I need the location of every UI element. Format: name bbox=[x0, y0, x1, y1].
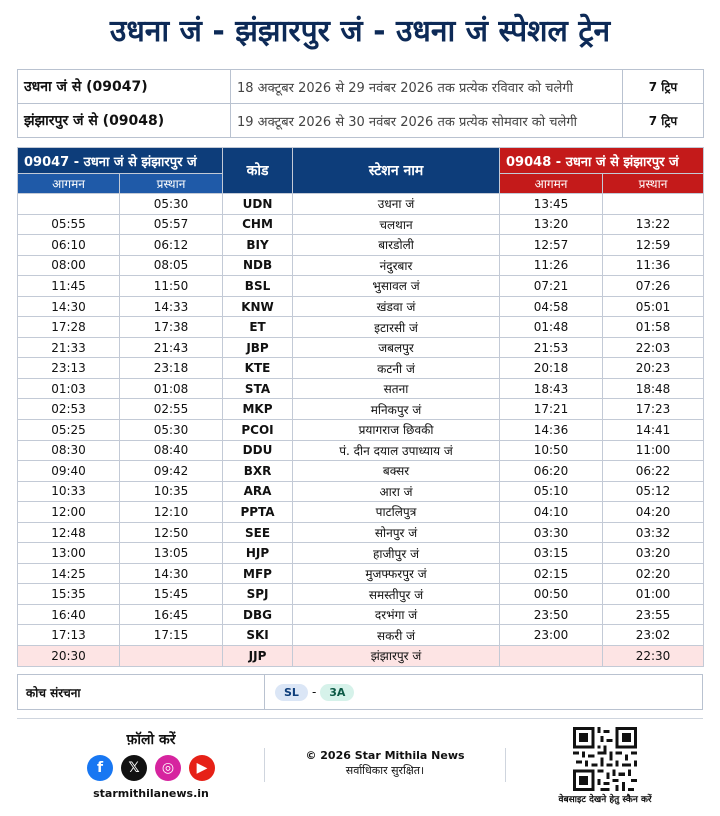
station-code: KTE bbox=[223, 358, 293, 379]
table-row bbox=[18, 194, 704, 215]
departure-09047: 10:35 bbox=[120, 481, 223, 502]
table-row bbox=[18, 276, 704, 297]
arrival-09048: 23:00 bbox=[500, 625, 603, 646]
arrival-09048: 04:58 bbox=[500, 296, 603, 317]
departure-09047: 12:50 bbox=[120, 522, 223, 543]
station-name: आरा जं bbox=[293, 481, 500, 502]
station-name: पाटलिपुत्र bbox=[293, 502, 500, 523]
station-code: SEE bbox=[223, 522, 293, 543]
table-row bbox=[18, 214, 704, 235]
station-name: भुसावल जं bbox=[293, 276, 500, 297]
departure-09048: 17:23 bbox=[603, 399, 704, 420]
station-name: हाजीपुर जं bbox=[293, 543, 500, 564]
station-name: चलथान bbox=[293, 214, 500, 235]
arrival-09048: 02:15 bbox=[500, 563, 603, 584]
train-09047-header: 09047 - उधना जं से झंझारपुर जं bbox=[18, 148, 223, 174]
departure-09048: 20:23 bbox=[603, 358, 704, 379]
departure-09047: 13:05 bbox=[120, 543, 223, 564]
station-code: SKI bbox=[223, 625, 293, 646]
arrival-09047: 16:40 bbox=[18, 604, 120, 625]
station-code: STA bbox=[223, 378, 293, 399]
departure-09048: 05:12 bbox=[603, 481, 704, 502]
arrival-09047: 12:48 bbox=[18, 522, 120, 543]
arrival-09048: 05:10 bbox=[500, 481, 603, 502]
departure-09047 bbox=[120, 646, 223, 667]
qr-code-icon[interactable] bbox=[573, 727, 637, 791]
station-name: खंडवा जं bbox=[293, 296, 500, 317]
arrival-09048: 00:50 bbox=[500, 584, 603, 605]
departure-09048: 06:22 bbox=[603, 461, 704, 482]
table-row bbox=[18, 296, 704, 317]
table-row bbox=[18, 522, 704, 543]
departure-09048: 12:59 bbox=[603, 235, 704, 256]
departure-09048: 23:02 bbox=[603, 625, 704, 646]
arrival-09047: 09:40 bbox=[18, 461, 120, 482]
arrival-09047: 11:45 bbox=[18, 276, 120, 297]
arrival-09048: 11:26 bbox=[500, 255, 603, 276]
arrival-09048: 10:50 bbox=[500, 440, 603, 461]
departure-09047: 21:43 bbox=[120, 337, 223, 358]
station-name-column-header: स्टेशन नाम bbox=[293, 148, 500, 194]
station-code: BSL bbox=[223, 276, 293, 297]
arrival-09047: 21:33 bbox=[18, 337, 120, 358]
departure-09048: 22:30 bbox=[603, 646, 704, 667]
arrival-09048: 12:57 bbox=[500, 235, 603, 256]
table-row bbox=[18, 420, 704, 441]
station-code: NDB bbox=[223, 255, 293, 276]
arrival-09047: 17:28 bbox=[18, 317, 120, 338]
station-name: नंदुरबार bbox=[293, 255, 500, 276]
arrival-09048: 03:15 bbox=[500, 543, 603, 564]
departure-09048 bbox=[603, 194, 704, 215]
table-row bbox=[18, 399, 704, 420]
station-code: MKP bbox=[223, 399, 293, 420]
departure-09048: 22:03 bbox=[603, 337, 704, 358]
facebook-icon[interactable]: f bbox=[87, 755, 113, 781]
station-code: BIY bbox=[223, 235, 293, 256]
table-row bbox=[18, 584, 704, 605]
arrival-09047: 13:00 bbox=[18, 543, 120, 564]
coach-composition bbox=[17, 674, 703, 710]
arrival-09048: 07:21 bbox=[500, 276, 603, 297]
departure-09047: 16:45 bbox=[120, 604, 223, 625]
table-row bbox=[18, 255, 704, 276]
arrival-09047: 08:30 bbox=[18, 440, 120, 461]
arrival-09048: 03:30 bbox=[500, 522, 603, 543]
departure-09047: 14:33 bbox=[120, 296, 223, 317]
table-row bbox=[18, 358, 704, 379]
arrival-09047: 05:55 bbox=[18, 214, 120, 235]
departure-09047: 08:05 bbox=[120, 255, 223, 276]
table-row bbox=[18, 317, 704, 338]
follow-section bbox=[66, 730, 236, 800]
departure-09047: 06:12 bbox=[120, 235, 223, 256]
service-schedule: 18 अक्टूबर 2026 से 29 नवंबर 2026 तक प्रत्येक रविवार को चलेगी bbox=[231, 70, 623, 104]
arrival-09047: 08:00 bbox=[18, 255, 120, 276]
youtube-icon[interactable]: ▶ bbox=[189, 755, 215, 781]
arrival-09047: 10:33 bbox=[18, 481, 120, 502]
departure-09047: 08:40 bbox=[120, 440, 223, 461]
station-name: मुजफ्फरपुर जं bbox=[293, 563, 500, 584]
station-code: BXR bbox=[223, 461, 293, 482]
qr-caption: वेबसाइट देखने हेतु स्कैन करें bbox=[558, 795, 652, 805]
departure-09047: 17:38 bbox=[120, 317, 223, 338]
station-code: ET bbox=[223, 317, 293, 338]
station-code: JJP bbox=[223, 646, 293, 667]
x-icon[interactable]: 𝕏 bbox=[121, 755, 147, 781]
service-row bbox=[18, 104, 704, 138]
station-name: मनिकपुर जं bbox=[293, 399, 500, 420]
arrival-09047: 14:30 bbox=[18, 296, 120, 317]
departure-09047: 11:50 bbox=[120, 276, 223, 297]
departure-09048: 05:01 bbox=[603, 296, 704, 317]
arrival-header: आगमन bbox=[500, 174, 603, 194]
arrival-09047: 17:13 bbox=[18, 625, 120, 646]
copyright-line: © 2026 Star Mithila News bbox=[305, 749, 465, 762]
station-name: पं. दीन दयाल उपाध्याय जं bbox=[293, 440, 500, 461]
departure-09047: 05:30 bbox=[120, 420, 223, 441]
service-row bbox=[18, 70, 704, 104]
departure-09047: 17:15 bbox=[120, 625, 223, 646]
instagram-icon[interactable]: ◎ bbox=[155, 755, 181, 781]
station-code: DBG bbox=[223, 604, 293, 625]
footer-divider bbox=[17, 718, 703, 719]
follow-title: फ़ॉलो करें bbox=[126, 732, 176, 748]
station-code: UDN bbox=[223, 194, 293, 215]
arrival-09048: 21:53 bbox=[500, 337, 603, 358]
arrival-09047: 12:00 bbox=[18, 502, 120, 523]
table-row bbox=[18, 461, 704, 482]
code-column-header: कोड bbox=[223, 148, 293, 194]
train-09048-header: 09048 - उधना जं से झंझारपुर जं bbox=[500, 148, 704, 174]
table-row bbox=[18, 604, 704, 625]
arrival-09048 bbox=[500, 646, 603, 667]
departure-09047: 05:57 bbox=[120, 214, 223, 235]
departure-09048: 01:58 bbox=[603, 317, 704, 338]
station-name: झंझारपुर जं bbox=[293, 646, 500, 667]
footer bbox=[0, 718, 720, 816]
coach-class-sl: SL bbox=[275, 684, 308, 701]
arrival-09047: 05:25 bbox=[18, 420, 120, 441]
departure-header: प्रस्थान bbox=[120, 174, 223, 194]
service-schedule: 19 अक्टूबर 2026 से 30 नवंबर 2026 तक प्रत्येक सोमवार को चलेगी bbox=[231, 104, 623, 138]
station-code: JBP bbox=[223, 337, 293, 358]
arrival-09048: 17:21 bbox=[500, 399, 603, 420]
departure-09048: 03:20 bbox=[603, 543, 704, 564]
arrival-09047: 14:25 bbox=[18, 563, 120, 584]
departure-09047: 09:42 bbox=[120, 461, 223, 482]
copyright bbox=[270, 748, 500, 778]
rights-line: सर्वाधिकार सुरक्षित। bbox=[345, 764, 425, 777]
station-code: PPTA bbox=[223, 502, 293, 523]
arrival-09047: 15:35 bbox=[18, 584, 120, 605]
departure-09048: 02:20 bbox=[603, 563, 704, 584]
station-code: SPJ bbox=[223, 584, 293, 605]
arrival-header: आगमन bbox=[18, 174, 120, 194]
table-row bbox=[18, 337, 704, 358]
station-code: PCOI bbox=[223, 420, 293, 441]
arrival-09048: 01:48 bbox=[500, 317, 603, 338]
departure-09047: 01:08 bbox=[120, 378, 223, 399]
station-code: CHM bbox=[223, 214, 293, 235]
departure-09047: 15:45 bbox=[120, 584, 223, 605]
arrival-09048: 13:45 bbox=[500, 194, 603, 215]
departure-09048: 23:55 bbox=[603, 604, 704, 625]
station-name: जबलपुर bbox=[293, 337, 500, 358]
departure-09048: 11:00 bbox=[603, 440, 704, 461]
station-name: कटनी जं bbox=[293, 358, 500, 379]
station-code: HJP bbox=[223, 543, 293, 564]
coach-separator: - bbox=[311, 685, 317, 699]
arrival-09047: 02:53 bbox=[18, 399, 120, 420]
arrival-09047 bbox=[18, 194, 120, 215]
table-row bbox=[18, 646, 704, 667]
table-row bbox=[18, 563, 704, 584]
arrival-09048: 14:36 bbox=[500, 420, 603, 441]
station-name: बक्सर bbox=[293, 461, 500, 482]
station-code: KNW bbox=[223, 296, 293, 317]
departure-09048: 11:36 bbox=[603, 255, 704, 276]
departure-09047: 23:18 bbox=[120, 358, 223, 379]
departure-header: प्रस्थान bbox=[603, 174, 704, 194]
footer-separator bbox=[505, 748, 506, 782]
arrival-09047: 06:10 bbox=[18, 235, 120, 256]
station-name: दरभंगा जं bbox=[293, 604, 500, 625]
departure-09047: 05:30 bbox=[120, 194, 223, 215]
arrival-09048: 18:43 bbox=[500, 378, 603, 399]
arrival-09047: 01:03 bbox=[18, 378, 120, 399]
station-name: बारडोली bbox=[293, 235, 500, 256]
table-row bbox=[18, 543, 704, 564]
station-code: DDU bbox=[223, 440, 293, 461]
station-name: सोनपुर जं bbox=[293, 522, 500, 543]
footer-separator bbox=[264, 748, 265, 782]
departure-09048: 07:26 bbox=[603, 276, 704, 297]
departure-09047: 02:55 bbox=[120, 399, 223, 420]
departure-09048: 03:32 bbox=[603, 522, 704, 543]
station-name: सतना bbox=[293, 378, 500, 399]
timetable bbox=[17, 147, 704, 667]
arrival-09047: 23:13 bbox=[18, 358, 120, 379]
station-name: इटारसी जं bbox=[293, 317, 500, 338]
service-label: उधना जं से (09047) bbox=[18, 70, 231, 104]
station-code: ARA bbox=[223, 481, 293, 502]
arrival-09047: 20:30 bbox=[18, 646, 120, 667]
arrival-09048: 20:18 bbox=[500, 358, 603, 379]
arrival-09048: 04:10 bbox=[500, 502, 603, 523]
table-row bbox=[18, 481, 704, 502]
departure-09048: 18:48 bbox=[603, 378, 704, 399]
departure-09048: 04:20 bbox=[603, 502, 704, 523]
departure-09048: 01:00 bbox=[603, 584, 704, 605]
coach-class-3a: 3A bbox=[320, 684, 354, 701]
service-trips: 7 ट्रिप bbox=[623, 104, 704, 138]
arrival-09048: 13:20 bbox=[500, 214, 603, 235]
table-row bbox=[18, 235, 704, 256]
arrival-09048: 06:20 bbox=[500, 461, 603, 482]
table-row bbox=[18, 625, 704, 646]
station-name: समस्तीपुर जं bbox=[293, 584, 500, 605]
service-info-table bbox=[17, 69, 704, 138]
table-row bbox=[18, 440, 704, 461]
station-name: सकरी जं bbox=[293, 625, 500, 646]
service-trips: 7 ट्रिप bbox=[623, 70, 704, 104]
page-title: उधना जं - झंझारपुर जं - उधना जं स्पेशल ट्रेन bbox=[109, 14, 611, 49]
station-name: उधना जं bbox=[293, 194, 500, 215]
departure-09048: 14:41 bbox=[603, 420, 704, 441]
station-name: प्रयागराज छिवकी bbox=[293, 420, 500, 441]
website-link[interactable]: starmithilanews.in bbox=[93, 787, 209, 800]
station-code: MFP bbox=[223, 563, 293, 584]
service-label: झंझारपुर जं से (09048) bbox=[18, 104, 231, 138]
table-row bbox=[18, 378, 704, 399]
arrival-09048: 23:50 bbox=[500, 604, 603, 625]
departure-09047: 12:10 bbox=[120, 502, 223, 523]
table-row bbox=[18, 502, 704, 523]
coach-label: कोच संरचना bbox=[18, 675, 265, 709]
departure-09048: 13:22 bbox=[603, 214, 704, 235]
departure-09047: 14:30 bbox=[120, 563, 223, 584]
